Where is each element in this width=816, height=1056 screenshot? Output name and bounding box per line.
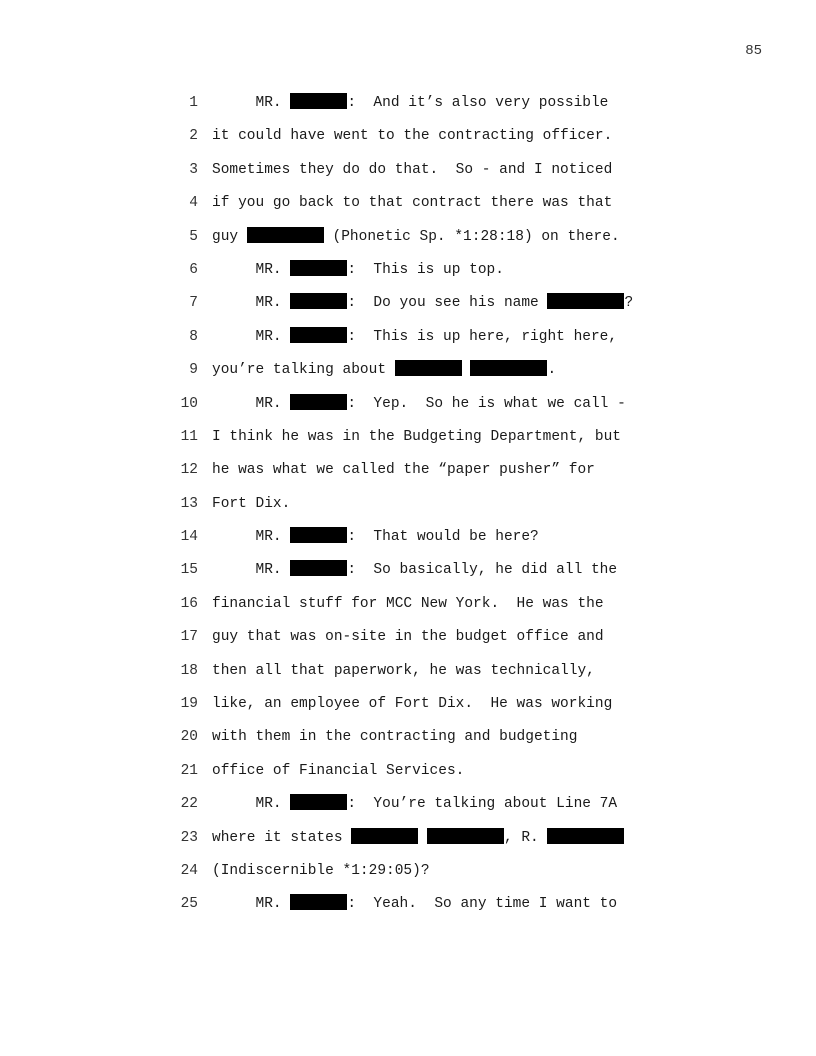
redaction-box: [290, 93, 347, 109]
line-number: 4: [189, 195, 198, 212]
transcript-line: [172, 88, 692, 121]
line-text: [212, 422, 621, 452]
line-number: 11: [180, 428, 198, 445]
text-segment: it could have went to the contracting officer.: [212, 128, 613, 145]
transcript-line: [172, 489, 692, 522]
line-text: [212, 489, 290, 519]
transcript-line: [172, 789, 692, 822]
redaction-box: [470, 360, 547, 376]
text-segment: MR.: [212, 896, 291, 913]
text-segment: MR.: [212, 261, 291, 278]
line-number: 9: [189, 362, 198, 379]
line-number: 7: [189, 295, 198, 312]
text-segment: guy: [212, 228, 247, 245]
line-text: [212, 622, 604, 652]
line-text: [212, 756, 464, 786]
line-text: [212, 288, 633, 318]
transcript-line: [172, 355, 692, 388]
line-number: 3: [189, 161, 198, 178]
transcript-line: [172, 889, 692, 922]
text-segment: office of Financial Services.: [212, 762, 465, 779]
line-number: 17: [180, 629, 198, 646]
line-text: [212, 455, 595, 485]
line-text: [212, 255, 504, 285]
line-text: [212, 155, 612, 185]
transcript-line: [172, 555, 692, 588]
page-number: 85: [745, 43, 762, 59]
text-segment: (Phonetic Sp. *1:28:18) on there.: [323, 228, 620, 245]
redaction-box: [290, 527, 347, 543]
text-segment: then all that paperwork, he was technically,: [212, 662, 595, 679]
text-segment: ?: [624, 295, 634, 312]
text-segment: : Yep. So he is what we call -: [347, 395, 626, 412]
transcript-line: [172, 722, 692, 755]
line-number: 21: [180, 762, 198, 779]
line-text: [212, 722, 577, 752]
line-number: 22: [180, 796, 198, 813]
redaction-box: [290, 260, 347, 276]
transcript-line: [172, 689, 692, 722]
text-segment: .: [547, 362, 557, 379]
line-number: 6: [189, 261, 198, 278]
text-segment: MR.: [212, 328, 291, 345]
line-number: 12: [180, 462, 198, 479]
text-segment: : Yeah. So any time I want to: [347, 896, 618, 913]
text-segment: [462, 362, 471, 378]
text-segment: you’re talking about: [212, 362, 395, 379]
redaction-box: [547, 828, 624, 844]
text-segment: [418, 830, 427, 846]
line-text: [212, 656, 595, 686]
transcript-line: [172, 455, 692, 488]
line-number: 19: [180, 696, 198, 713]
line-text: [212, 188, 612, 218]
text-segment: where it states: [212, 829, 352, 846]
text-segment: financial stuff for MCC New York. He was the: [212, 595, 604, 612]
line-text: [212, 823, 624, 853]
line-text: [212, 88, 608, 118]
text-segment: : So basically, he did all the: [347, 562, 618, 579]
text-segment: Fort Dix.: [212, 495, 291, 512]
text-segment: guy that was on-site in the budget office and: [212, 629, 604, 646]
text-segment: like, an employee of Fort Dix. He was working: [212, 696, 613, 713]
transcript-line: [172, 288, 692, 321]
redaction-box: [290, 560, 347, 576]
text-segment: : That would be here?: [347, 529, 539, 546]
transcript-line: [172, 422, 692, 455]
text-segment: MR.: [212, 562, 291, 579]
text-segment: MR.: [212, 796, 291, 813]
line-number: 18: [180, 662, 198, 679]
redaction-box: [290, 794, 347, 810]
line-number: 8: [189, 328, 198, 345]
redaction-box: [247, 227, 324, 243]
text-segment: MR.: [212, 529, 291, 546]
transcript-line: [172, 222, 692, 255]
text-segment: : This is up top.: [347, 261, 504, 278]
line-number: 20: [180, 729, 198, 746]
redaction-box: [427, 828, 504, 844]
text-segment: : Do you see his name: [347, 295, 548, 312]
text-segment: : This is up here, right here,: [347, 328, 618, 345]
line-text: [212, 222, 620, 252]
transcript-line: [172, 589, 692, 622]
line-text: [212, 689, 612, 719]
line-text: [212, 589, 604, 619]
transcript-line: [172, 155, 692, 188]
line-text: [212, 522, 539, 552]
transcript-line: [172, 188, 692, 221]
text-segment: MR.: [212, 395, 291, 412]
redaction-box: [395, 360, 462, 376]
transcript-line: [172, 622, 692, 655]
redaction-box: [290, 894, 347, 910]
line-number: 1: [189, 95, 198, 111]
line-number: 13: [180, 495, 198, 512]
text-segment: I think he was in the Budgeting Department, but: [212, 428, 621, 445]
redaction-box: [290, 394, 347, 410]
text-segment: MR.: [212, 95, 291, 111]
transcript-line: [172, 121, 692, 154]
line-number: 24: [180, 862, 198, 879]
transcript-line: [172, 322, 692, 355]
line-number: 15: [180, 562, 198, 579]
line-number: 16: [180, 595, 198, 612]
text-segment: (Indiscernible *1:29:05)?: [212, 862, 430, 879]
text-segment: Sometimes they do do that. So - and I noticed: [212, 161, 613, 178]
redaction-box: [547, 293, 624, 309]
transcript-line: [172, 255, 692, 288]
line-number: 25: [180, 896, 198, 913]
redaction-box: [290, 327, 347, 343]
transcript-body: [172, 88, 692, 923]
transcript-line: [172, 656, 692, 689]
transcript-line: [172, 756, 692, 789]
line-number: 14: [180, 529, 198, 546]
redaction-box: [351, 828, 418, 844]
line-number: 10: [180, 395, 198, 412]
line-text: [212, 555, 617, 585]
line-number: 23: [180, 829, 198, 846]
line-text: [212, 389, 626, 419]
text-segment: he was what we called the “paper pusher” for: [212, 462, 595, 479]
transcript-line: [172, 856, 692, 889]
line-text: [212, 355, 556, 385]
line-text: [212, 856, 430, 886]
text-segment: MR.: [212, 295, 291, 312]
text-segment: : And it’s also very possible: [347, 95, 609, 111]
text-segment: if you go back to that contract there was that: [212, 195, 613, 212]
line-number: 2: [189, 128, 198, 145]
transcript-line: [172, 389, 692, 422]
text-segment: with them in the contracting and budgeting: [212, 729, 578, 746]
redaction-box: [290, 293, 347, 309]
line-text: [212, 889, 617, 919]
line-text: [212, 789, 617, 819]
text-segment: , R.: [503, 829, 548, 846]
text-segment: : You’re talking about Line 7A: [347, 796, 618, 813]
transcript-line: [172, 823, 692, 856]
line-text: [212, 121, 612, 151]
line-number: 5: [189, 228, 198, 245]
transcript-line: [172, 522, 692, 555]
line-text: [212, 322, 617, 352]
